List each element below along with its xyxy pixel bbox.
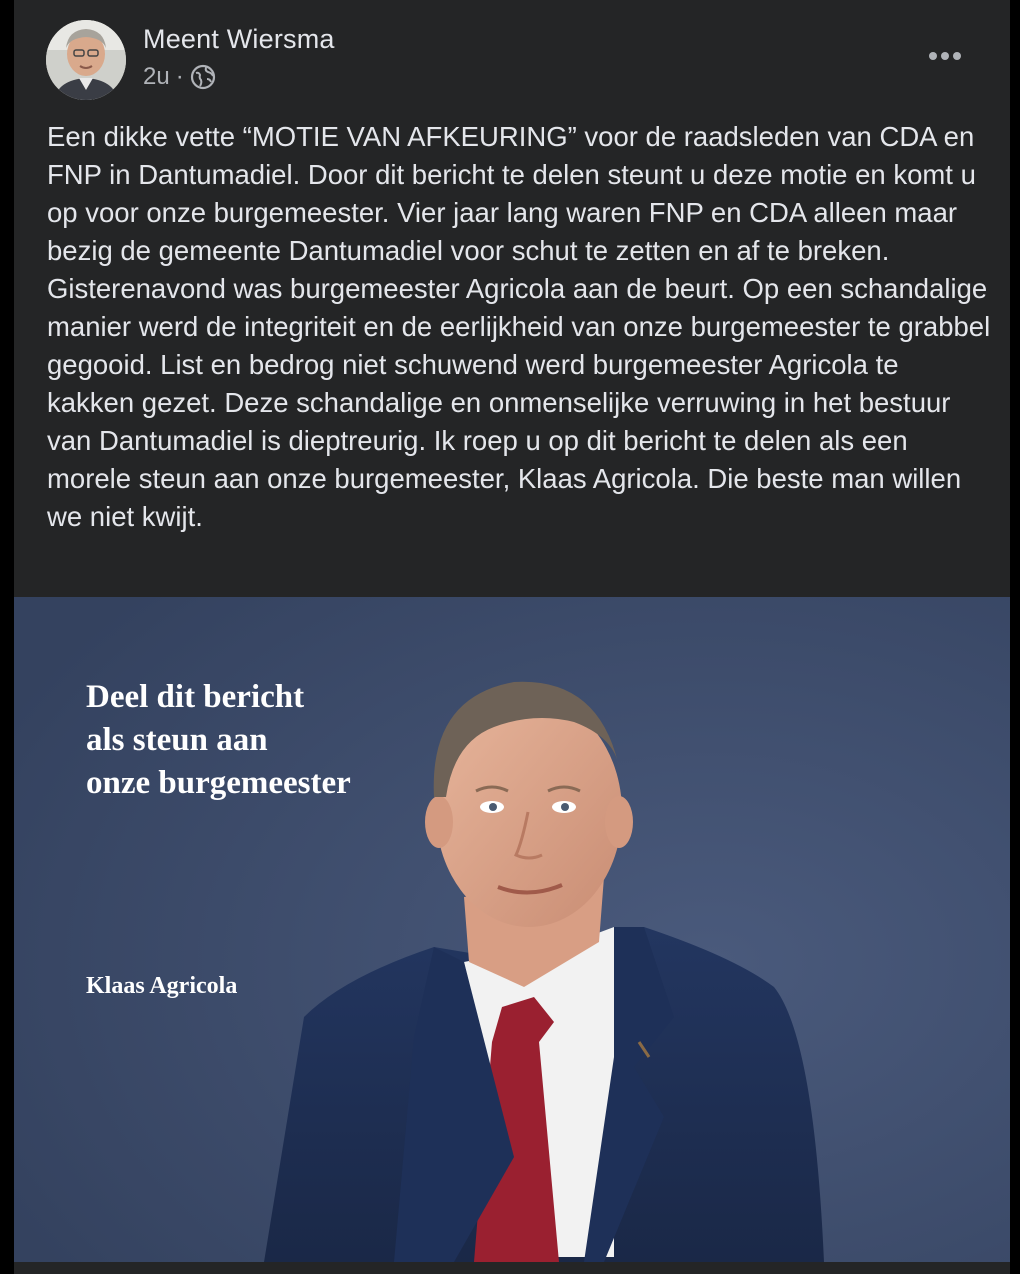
image-headline-line: Deel dit bericht: [86, 679, 305, 715]
image-caption: Klaas Agricola: [86, 973, 238, 999]
image-headline-line: als steun aan: [86, 722, 268, 758]
post-header: [14, 0, 1010, 110]
post-timestamp[interactable]: 2u: [143, 63, 170, 90]
author-name[interactable]: Meent Wiersma: [143, 24, 335, 54]
image-headline-line: onze burgemeester: [86, 765, 351, 801]
post-meta: [143, 63, 216, 91]
avatar-picture: [46, 20, 126, 100]
more-options-button[interactable]: [914, 36, 978, 76]
meta-separator: ·: [175, 63, 184, 90]
more-horizontal-icon: [926, 50, 966, 62]
image-headline: [86, 676, 351, 805]
post-card: [14, 0, 1010, 1274]
author-avatar[interactable]: [46, 20, 126, 100]
post-text: Een dikke vette “MOTIE VAN AFKEURING” voor de raadsleden van CDA en FNP in Dantumadiel. Door dit bericht te delen steunt u deze motie en komt u op voor onze burgemeester. Vier jaar lang waren FNP en CDA alleen maar bezig de gemeente Dantumadiel voor schut te zetten en af te breken. Gisterenavond was burgemeester Agricola aan de beurt. Op een schandalige manier werd de integriteit en de eerlijkheid van onze burgemeester te grabbel gegooid. List en bedrog niet schuwend werd burgemeester Agricola te kakken gezet. Deze schandalige en onmenselijke verruwing in het bestuur van Dantumadiel is dieptreurig. Ik roep u op dit bericht te delen als een morele steun aan onze burgemeester, Klaas Agricola. Die beste man willen we niet kwijt.: [47, 121, 991, 532]
globe-icon: [190, 64, 216, 90]
